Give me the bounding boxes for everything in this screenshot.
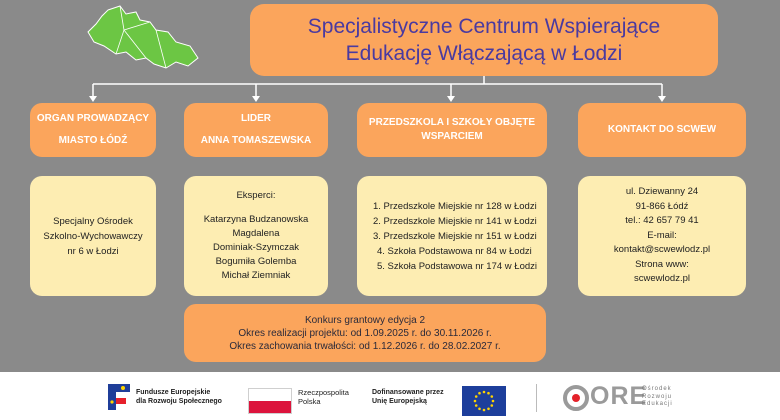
organ-head-box — [30, 103, 156, 157]
school-item: 1. Przedszkole Miejskie nr 128 w Łodzi — [373, 200, 537, 212]
title-line-1: Specjalistyczne Centrum Wspierające — [307, 15, 661, 38]
eu-cofinanced-text — [372, 388, 462, 406]
poland-line-1: Rzeczpospolita — [298, 388, 349, 397]
contact-postal: 91-866 Łódź — [635, 200, 689, 212]
poland-line-2: Polska — [298, 397, 321, 406]
contact-head-title: KONTAKT DO SCWEW — [607, 124, 717, 135]
schools-body-box — [357, 176, 547, 296]
leader-head-box — [184, 103, 328, 157]
organ-head-subtitle: MIASTO ŁÓDŹ — [58, 135, 128, 146]
experts-body-box — [184, 176, 328, 296]
organ-body-line: nr 6 w Łodzi — [67, 245, 119, 257]
grant-durability-period: Okres zachowania trwałości: od 1.12.2026 r. do 28.02.2027 r. — [229, 340, 501, 352]
contact-email-label: E-mail: — [647, 229, 677, 241]
contact-www-label: Strona www: — [635, 258, 689, 270]
experts-label: Eksperci: — [236, 190, 276, 201]
leader-head-subtitle: ANNA TOMASZEWSKA — [200, 135, 312, 146]
grant-edition: Konkurs grantowy edycja 2 — [304, 314, 426, 326]
school-item: 3. Przedszkole Miejskie nr 151 w Łodzi — [373, 230, 537, 242]
contact-email[interactable]: kontakt@scwewlodz.pl — [613, 244, 711, 256]
connector-lines — [0, 0, 780, 110]
footer-logos-bar — [0, 372, 780, 420]
ore-sub-line-3: Edukacji — [642, 401, 673, 407]
eu-funds-text — [136, 388, 236, 406]
contact-phone: tel.: 42 657 79 41 — [625, 215, 699, 227]
organ-body-line: Specjalny Ośrodek — [53, 215, 133, 227]
schools-head-line-1: PRZEDSZKOLA I SZKOŁY OBJĘTE — [368, 117, 536, 128]
ore-logo-text: ORE — [590, 382, 648, 410]
expert-name: Bogumiła Golemba — [215, 256, 297, 267]
expert-name: Michał Ziemniak — [221, 270, 291, 281]
school-item: 4. Szkoła Podstawowa nr 84 w Łodzi — [377, 245, 532, 257]
expert-name: Dominiak-Szymczak — [212, 242, 300, 253]
eu-cofinanced-line-2: Unię Europejską — [372, 398, 427, 405]
ore-sub-line-1: Ośrodek — [642, 386, 672, 392]
contact-www[interactable]: scwewlodz.pl — [634, 273, 690, 285]
polish-flag-icon — [248, 388, 292, 414]
expert-name: Katarzyna Budzanowska — [203, 214, 309, 225]
poland-text — [298, 388, 368, 406]
grant-realization-period: Okres realizacji projektu: od 1.09.2025 r. do 30.11.2026 r. — [238, 327, 492, 339]
schools-head-box — [357, 103, 547, 157]
contact-address: ul. Dziewanny 24 — [625, 186, 699, 198]
schools-head-line-2: WSPARCIEM — [421, 131, 483, 142]
eu-funds-line-2: dla Rozwoju Społecznego — [136, 398, 222, 405]
organ-head-title: ORGAN PROWADZĄCY — [36, 113, 150, 124]
contact-head-box — [578, 103, 746, 157]
leader-head-title: LIDER — [241, 113, 271, 124]
ore-logo-icon — [562, 384, 590, 412]
eu-funds-logo-icon — [106, 382, 132, 412]
footer-divider — [536, 384, 537, 412]
organ-body-box — [30, 176, 156, 296]
grant-info-box — [184, 304, 546, 362]
contact-body-box — [578, 176, 746, 296]
organ-body-line: Szkolno-Wychowawczy — [43, 230, 143, 242]
title-line-2: Edukację Włączającą w Łodzi — [345, 42, 623, 65]
eu-cofinanced-line-1: Dofinansowane przez — [372, 389, 444, 396]
eu-funds-line-1: Fundusze Europejskie — [136, 389, 211, 396]
ore-subtitle — [642, 386, 673, 409]
ore-sub-line-2: Rozwoju — [642, 393, 673, 400]
school-item: 5. Szkoła Podstawowa nr 174 w Łodzi — [377, 260, 538, 272]
school-item: 2. Przedszkole Miejskie nr 141 w Łodzi — [373, 215, 537, 227]
expert-name: Magdalena — [232, 228, 280, 239]
eu-flag-icon — [462, 386, 506, 416]
